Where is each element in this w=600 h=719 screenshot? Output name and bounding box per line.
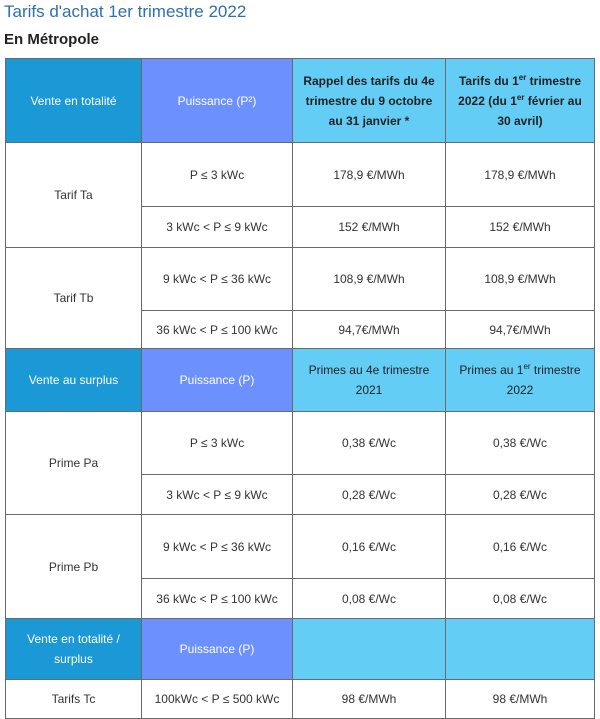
puissance-cell: 3 kWc < P ≤ 9 kWc — [142, 207, 293, 248]
header-rappel-tarifs: Rappel des tarifs du 4e trimestre du 9 octobre au 31 janvier * — [293, 59, 446, 143]
value-cell: 0,16 €/Wc — [293, 515, 446, 579]
value-cell: 0,08 €/Wc — [293, 579, 446, 619]
header-vente-totalite: Vente en totalité — [6, 59, 142, 143]
value-cell: 0,28 €/Wc — [293, 475, 446, 515]
row-label-tarif-ta: Tarif Ta — [6, 143, 142, 248]
puissance-cell: P ≤ 3 kWc — [142, 143, 293, 207]
value-cell: 0,08 €/Wc — [446, 579, 595, 619]
header-puissance-p: Puissance (P) — [142, 349, 293, 412]
header-row-surplus — [6, 349, 595, 412]
row-label-tarifs-tc: Tarifs Tc — [6, 680, 142, 719]
value-cell: 0,38 €/Wc — [446, 412, 595, 475]
header-puissance-p2: Puissance (P²) — [142, 59, 293, 143]
table-row — [6, 680, 595, 719]
header-primes-t1-2022: Primes au 1er trimestre 2022 — [446, 349, 595, 412]
value-cell: 94,7€/MWh — [293, 311, 446, 349]
value-cell: 98 €/MWh — [293, 680, 446, 719]
puissance-cell: 36 kWc < P ≤ 100 kWc — [142, 311, 293, 349]
puissance-cell: 100kWc < P ≤ 500 kWc — [142, 680, 293, 719]
header-empty-2 — [446, 619, 595, 680]
puissance-cell: 36 kWc < P ≤ 100 kWc — [142, 579, 293, 619]
value-cell: 0,38 €/Wc — [293, 412, 446, 475]
value-cell: 108,9 €/MWh — [293, 248, 446, 311]
puissance-cell: P ≤ 3 kWc — [142, 412, 293, 475]
puissance-cell: 3 kWc < P ≤ 9 kWc — [142, 475, 293, 515]
header-primes-t4-2021: Primes au 4e trimestre 2021 — [293, 349, 446, 412]
header-row-totalite-surplus — [6, 619, 595, 680]
table-row — [6, 143, 595, 207]
header-vente-totalite-surplus: Vente en totalité / surplus — [6, 619, 142, 680]
table-row — [6, 412, 595, 475]
row-label-prime-pb: Prime Pb — [6, 515, 142, 619]
table-row — [6, 515, 595, 579]
header-row-totalite — [6, 59, 595, 143]
value-cell: 0,28 €/Wc — [446, 475, 595, 515]
value-cell: 152 €/MWh — [446, 207, 595, 248]
value-cell: 98 €/MWh — [446, 680, 595, 719]
row-label-tarif-tb: Tarif Tb — [6, 248, 142, 349]
tariff-table — [5, 58, 595, 719]
value-cell: 108,9 €/MWh — [446, 248, 595, 311]
header-vente-surplus: Vente au surplus — [6, 349, 142, 412]
header-tarifs-t1-2022: Tarifs du 1er trimestre 2022 (du 1er février au 30 avril) — [446, 59, 595, 143]
value-cell: 178,9 €/MWh — [293, 143, 446, 207]
header-empty-1 — [293, 619, 446, 680]
page-title: Tarifs d'achat 1er trimestre 2022 — [4, 2, 247, 21]
header-puissance-p-3: Puissance (P) — [142, 619, 293, 680]
value-cell: 152 €/MWh — [293, 207, 446, 248]
table-row — [6, 248, 595, 311]
row-label-prime-pa: Prime Pa — [6, 412, 142, 515]
value-cell: 94,7€/MWh — [446, 311, 595, 349]
puissance-cell: 9 kWc < P ≤ 36 kWc — [142, 248, 293, 311]
puissance-cell: 9 kWc < P ≤ 36 kWc — [142, 515, 293, 579]
value-cell: 178,9 €/MWh — [446, 143, 595, 207]
section-subtitle: En Métropole — [4, 31, 100, 48]
value-cell: 0,16 €/Wc — [446, 515, 595, 579]
